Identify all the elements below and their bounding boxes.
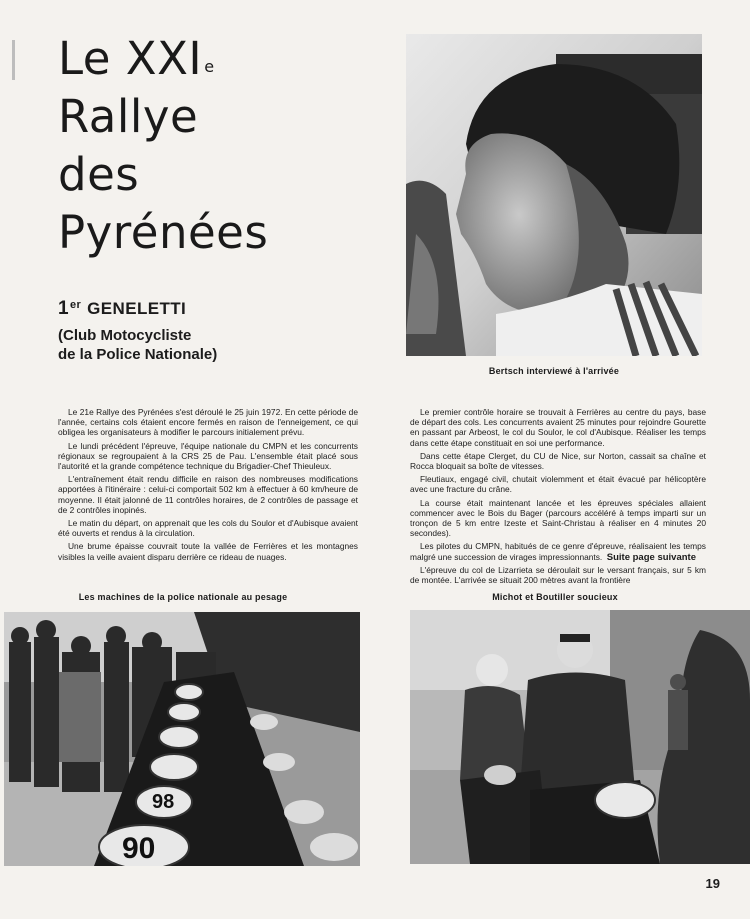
portrait-illustration [406, 34, 702, 356]
margin-mark [12, 40, 15, 80]
paragraph: Le matin du départ, on apprenait que les cols du Soulor et d'Aubisque avaient été ouverts et rendus à la circulation. [58, 518, 358, 539]
paragraph: Le lundi précédent l'épreuve, l'équipe nationale du CMPN et les concurrents régionaux se regroupaient à la CRS 25 de Pau. L'ensemble était placé sous l'autorité et la grande compétence technique du Brigadier-Chef Thieuleux. [58, 440, 358, 472]
paragraph: La course était maintenant lancée et les épreuves spéciales allaient commencer avec le Bois du Bager (parcours accéléré à temps imparti sur un tronçon de 5 km entre Izeste et Saint-Christau à réaliser en 4 minutes 20 secondes). [410, 497, 706, 539]
photo-bertsch-portrait [406, 34, 702, 356]
page-number: 19 [705, 876, 720, 891]
continued-note: Suite page suivante [606, 552, 696, 563]
paragraph: L'épreuve du col de Lizarrieta se déroulait sur le versant français, sur 5 km de montée. L'arrivée se situait 200 mètres avant la frontière [410, 564, 706, 586]
article-title: Le XXI $^e$ Rallye des Pyrénées [58, 32, 269, 259]
plate-98: 98 [152, 791, 175, 813]
caption-top-right: Bertsch interviewé à l'arrivée [488, 366, 620, 376]
riders-illustration [410, 610, 750, 864]
caption-bottom-right: Michot et Boutiller soucieux [492, 592, 618, 602]
photo-police-machines [4, 612, 360, 866]
paragraph: L'entraînement était rendu difficile en raison des nombreuses modifications apportées à l'itinéraire : celui-ci comportait 502 km à effectuer à 60 km/heure de moyenne. Il était jalonné de 11 contrôles horaires, de 2 contrôles de passage et de 2 contrôles inopinés. [58, 474, 358, 515]
police-machines-illustration [4, 612, 360, 866]
plate-90: 90 [122, 832, 156, 865]
paragraph: Fleutiaux, engagé civil, chutait violemment et était évacué par hélicoptère avec une fracture du crâne. [410, 474, 706, 495]
club-subtitle: (Club Motocycliste de la Police Nationale) [58, 327, 218, 363]
paragraph: Le 21e Rallye des Pyrénées s'est déroulé le 25 juin 1972. En cette période de l'année, certains cols étaient encore fermés en raison de l'enneigement, ce qui obligea les organisateurs à modifier le parcours initialement prévu. [58, 407, 358, 438]
paragraph: Les pilotes du CMPN, habitués de ce genre d'épreuve, réalisaient les temps malgré une succession de virages impressionnants. [410, 541, 706, 562]
caption-bottom-left: Les machines de la police nationale au pesage [78, 592, 288, 602]
article-column-left [58, 407, 358, 565]
winner-heading: 1er GENELETTI [58, 298, 187, 319]
paragraph: Une brume épaisse couvrait toute la vallée de Ferrières et les montagnes visibles la veille avaient disparu derrière ce rideau de nuages. [58, 541, 358, 562]
photo-michot-boutiller [410, 610, 750, 864]
paragraph: Dans cette étape Clerget, du CU de Nice, sur Norton, cassait sa chaîne et Rocca bloquait sa boîte de vitesses. [410, 450, 706, 472]
paragraph: Le premier contrôle horaire se trouvait à Ferrières au centre du pays, base de départ des cols. Les concurrents avaient 25 minutes pour rejoindre Gourette en passant par Arbeost, le col du Soulor, le col d'Aubisque. Réaliser les temps dans cette étape constituait en soi une performance. [410, 407, 706, 448]
